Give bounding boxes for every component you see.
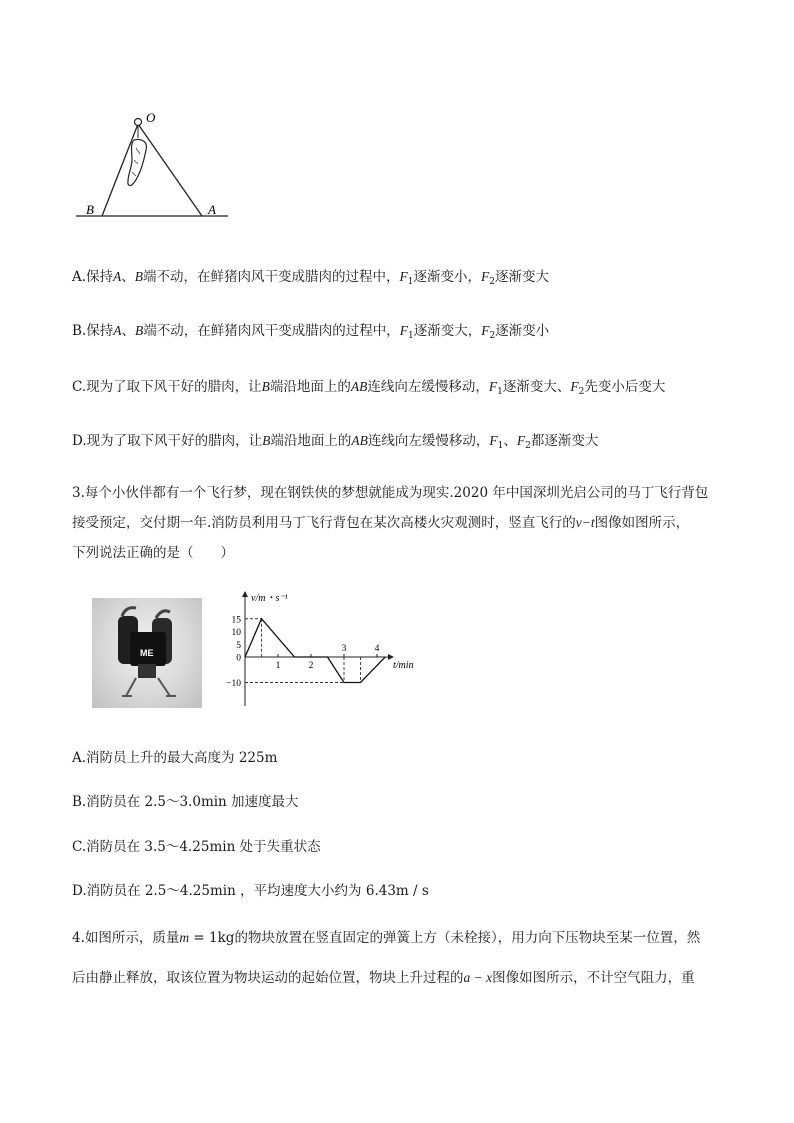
q2-option-a	[72, 267, 549, 292]
stem-text: 图像如图所示，不计空气阻力，重	[492, 970, 695, 986]
y-tick-label: 15	[231, 615, 241, 626]
subscript: 2	[489, 277, 496, 287]
y-axis-label: v/m・s⁻¹	[251, 593, 288, 604]
y-tick-label: −10	[226, 679, 241, 689]
math-variable: m	[179, 930, 190, 945]
option-letter: A.	[72, 269, 87, 285]
point-label: B	[262, 433, 271, 448]
subscript: 2	[578, 387, 585, 397]
option-text: 连线向左缓慢移动，	[367, 379, 489, 395]
jetpack-icon	[92, 598, 202, 708]
math-variable: v−t	[575, 515, 595, 530]
force-symbol: F	[399, 323, 408, 338]
option-letter: B.	[72, 323, 87, 339]
point-label: B	[134, 269, 144, 284]
meat-icon	[128, 139, 147, 185]
option-text: 现为了取下风干好的腊肉，让	[86, 433, 263, 449]
stem-text: = 1kg	[189, 930, 235, 946]
q3-option-c: C.消防员在 3.5～4.25min 处于失重状态	[72, 839, 321, 855]
x-tick-label: 3	[341, 644, 347, 654]
q4-stem-line2	[72, 968, 695, 988]
subscript: 2	[525, 441, 531, 451]
force-symbol: F	[481, 269, 490, 284]
segment-label: AB	[351, 433, 368, 448]
q2-option-c	[72, 377, 665, 402]
option-text: 逐渐变大、	[502, 379, 571, 395]
stem-text: 4.如图所示，质量	[72, 930, 180, 946]
q3-stem-line1: 3.每个小伙伴都有一个飞行梦，现在钢铁侠的梦想就能成为现实.2020 年中国深圳光启公司的马丁飞行背包	[72, 485, 709, 501]
q3-stem-line3: 下列说法正确的是（ ）	[72, 545, 234, 561]
stem-text: 接受预定，交付期一年.消防员利用马丁飞行背包在某次高楼火灾观测时，竖直飞行的	[72, 515, 576, 531]
option-text: 端沿地面上的	[270, 433, 352, 449]
y-tick-label: 5	[236, 640, 241, 651]
label-o: O	[146, 110, 156, 125]
option-text: 逐渐变小，	[413, 269, 482, 285]
option-text: 逐渐变小	[495, 323, 550, 339]
subscript: 1	[407, 277, 414, 287]
option-text: 逐渐变大	[495, 269, 550, 285]
option-text: 保持	[86, 323, 114, 339]
y-tick-label: 0	[236, 653, 241, 664]
velocity-series-line	[245, 619, 385, 683]
separator: 、	[121, 323, 135, 339]
option-letter: C.	[72, 379, 87, 395]
option-text: 都逐渐变大	[530, 433, 599, 449]
point-label: B	[261, 379, 270, 394]
pivot-o	[135, 119, 142, 126]
x-axis-label: t/min	[393, 660, 414, 671]
stem-text: 后由静止释放，取该位置为物块运动的起始位置，物块上升过程的	[72, 970, 464, 986]
q2-option-b	[72, 321, 549, 346]
stem-text: 的物块放置在竖直固定的弹簧上方（未栓接），用力向下压物块至某一位置，然	[234, 930, 701, 946]
point-label: A	[113, 269, 122, 284]
label-b: B	[86, 202, 94, 217]
subscript: 1	[497, 387, 503, 397]
force-symbol: F	[489, 433, 498, 448]
jetpack-logo-text: ME	[140, 648, 154, 658]
math-variable: a − x	[463, 970, 493, 985]
point-label: B	[134, 323, 144, 338]
option-text: 、	[503, 433, 517, 449]
y-tick-label: 10	[231, 628, 241, 638]
segment-label: AB	[350, 379, 368, 394]
label-a: A	[208, 202, 216, 217]
rod-oa	[138, 124, 202, 216]
q3-stem-line2	[72, 513, 689, 533]
force-symbol: F	[399, 269, 408, 284]
option-text: 连线向左缓慢移动，	[367, 433, 490, 449]
q3-option-b: B.消防员在 2.5～3.0min 加速度最大	[72, 794, 299, 810]
force-symbol: F	[570, 379, 579, 394]
option-letter: D.	[72, 433, 87, 449]
option-text: 保持	[86, 269, 114, 285]
jetpack-photo	[92, 598, 202, 708]
option-text: 端沿地面上的	[269, 379, 351, 395]
x-tick-label: 1	[275, 661, 281, 671]
subscript: 2	[489, 331, 496, 341]
hanging-meat-figure	[72, 110, 232, 222]
force-symbol: F	[488, 379, 498, 394]
x-tick-label: 4	[374, 644, 380, 654]
stem-text: 图像如图所示，	[594, 515, 690, 531]
option-text: 逐渐变大，	[413, 323, 482, 339]
vt-chart	[215, 586, 425, 714]
force-symbol: F	[516, 433, 526, 448]
option-text: 端不动，在鲜猪肉风干变成腊肉的过程中，	[143, 323, 400, 339]
option-text: 端不动，在鲜猪肉风干变成腊肉的过程中，	[143, 269, 400, 285]
q3-option-d: D.消防员在 2.5～4.25min ，平均速度大小约为 6.43m / s	[72, 883, 429, 899]
separator: 、	[121, 269, 135, 285]
q2-option-d	[72, 431, 598, 456]
point-label: A	[113, 323, 122, 338]
force-symbol: F	[481, 323, 490, 338]
q3-option-a: A.消防员上升的最大高度为 225m	[72, 750, 278, 766]
subscript: 1	[497, 441, 504, 451]
option-text: 现为了取下风干好的腊肉，让	[86, 379, 262, 395]
subscript: 1	[407, 331, 414, 341]
x-tick-label: 2	[308, 661, 314, 671]
q4-stem-line1	[72, 928, 700, 948]
option-text: 先变小后变大	[584, 379, 666, 395]
